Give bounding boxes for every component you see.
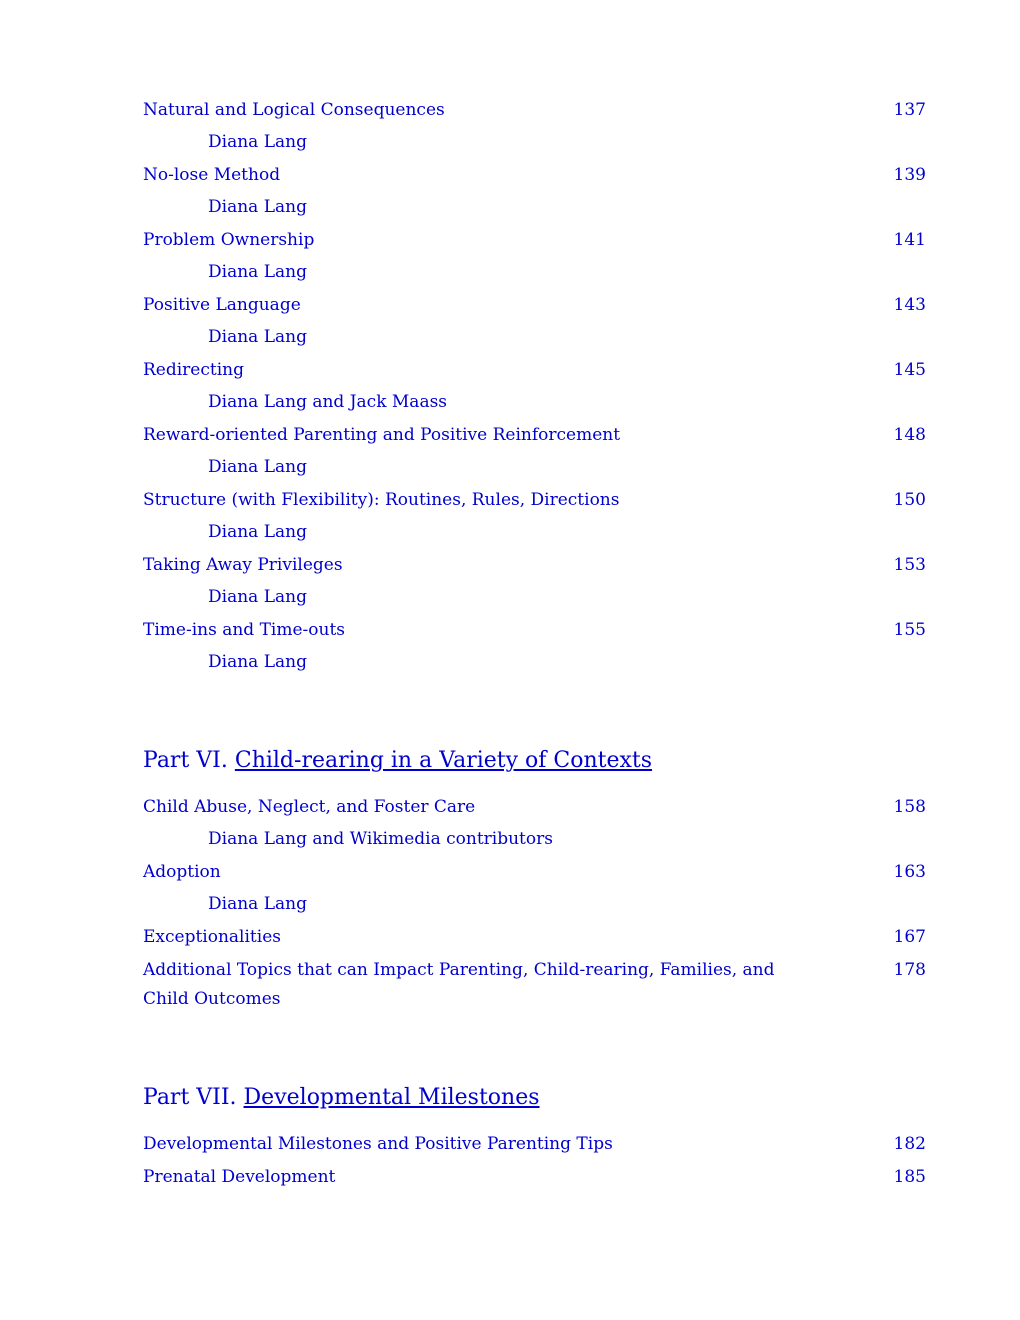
- toc-entry-group: [143, 923, 926, 952]
- toc-entry-title[interactable]: Problem Ownership: [143, 230, 315, 250]
- part-heading: [143, 1082, 926, 1114]
- toc-entry[interactable]: [143, 858, 926, 887]
- toc-entry-page: 148: [893, 425, 926, 445]
- toc-entry-page: 158: [893, 797, 926, 817]
- toc-entry-title[interactable]: Child Abuse, Neglect, and Foster Care: [143, 797, 476, 817]
- toc-entry-page: 139: [893, 165, 926, 185]
- toc-entry-author: Diana Lang: [208, 457, 307, 477]
- part-title-link[interactable]: Developmental Milestones: [243, 1085, 540, 1110]
- part-vi-section: [143, 745, 926, 1014]
- toc-entry[interactable]: [143, 356, 926, 385]
- toc-entry-author: Diana Lang: [208, 894, 307, 914]
- toc-entry-group: [143, 551, 926, 612]
- toc-entry-title[interactable]: Natural and Logical Consequences: [143, 100, 445, 120]
- toc-entry-group: [143, 356, 926, 417]
- toc-entry-page: 185: [893, 1167, 926, 1187]
- toc-entry-author: Diana Lang: [208, 652, 307, 672]
- toc-entry-group: [143, 956, 926, 1014]
- toc-entry-title[interactable]: Structure (with Flexibility): Routines, Rules, Directions: [143, 490, 620, 510]
- toc-entry-title[interactable]: Prenatal Development: [143, 1167, 336, 1187]
- toc-entry-page: 150: [893, 490, 926, 510]
- table-of-contents: [143, 92, 926, 1192]
- toc-entry[interactable]: [143, 923, 926, 952]
- toc-entry[interactable]: [143, 96, 926, 125]
- toc-entry-title[interactable]: Exceptionalities: [143, 927, 281, 947]
- toc-entry[interactable]: [143, 486, 926, 515]
- toc-entry-group: [143, 793, 926, 854]
- toc-entry-group: [143, 96, 926, 157]
- toc-entry[interactable]: [143, 1130, 926, 1159]
- toc-entry[interactable]: [143, 793, 926, 822]
- toc-entry-group: [143, 161, 926, 222]
- toc-entry-title[interactable]: Additional Topics that can Impact Parenting, Child-rearing, Families, and Child Outcomes: [143, 960, 775, 1009]
- toc-entry[interactable]: [143, 226, 926, 255]
- toc-entry-author: Diana Lang: [208, 327, 307, 347]
- toc-entry-page: 167: [893, 927, 926, 947]
- toc-section-top: [143, 96, 926, 677]
- toc-entry-title[interactable]: Time-ins and Time-outs: [143, 620, 346, 640]
- toc-entry-group: [143, 616, 926, 677]
- toc-entry-author: Diana Lang: [208, 587, 307, 607]
- toc-entry-page: 141: [893, 230, 926, 250]
- part-label: Part VII.: [143, 1085, 237, 1110]
- part-vii-section: [143, 1082, 926, 1192]
- toc-entry-title[interactable]: No-lose Method: [143, 165, 281, 185]
- part-entries: [143, 1130, 926, 1192]
- toc-entry-group: [143, 486, 926, 547]
- toc-entry-title[interactable]: Positive Language: [143, 295, 301, 315]
- toc-entry-author: Diana Lang: [208, 522, 307, 542]
- part-entries: [143, 793, 926, 1014]
- toc-entry-author: Diana Lang and Wikimedia contributors: [208, 829, 553, 849]
- part-heading: [143, 745, 926, 777]
- toc-entry[interactable]: [143, 291, 926, 320]
- toc-entry-group: [143, 1163, 926, 1192]
- toc-entry[interactable]: [143, 1163, 926, 1192]
- toc-entry[interactable]: [143, 421, 926, 450]
- toc-entry-title[interactable]: Adoption: [143, 862, 221, 882]
- toc-entry-title[interactable]: Taking Away Privileges: [143, 555, 343, 575]
- toc-entry-page: 178: [893, 960, 926, 980]
- toc-entry-page: 145: [893, 360, 926, 380]
- toc-entry-page: 143: [893, 295, 926, 315]
- toc-entry-group: [143, 226, 926, 287]
- toc-entry-page: 137: [893, 100, 926, 120]
- toc-entry-group: [143, 1130, 926, 1159]
- toc-entry-page: 163: [893, 862, 926, 882]
- toc-entry[interactable]: [143, 956, 926, 1014]
- toc-entry-author: Diana Lang and Jack Maass: [208, 392, 448, 412]
- toc-entry[interactable]: [143, 551, 926, 580]
- toc-entry-author: Diana Lang: [208, 197, 307, 217]
- toc-entry-title[interactable]: Reward-oriented Parenting and Positive Reinforcement: [143, 425, 621, 445]
- toc-entry-title[interactable]: Redirecting: [143, 360, 244, 380]
- toc-entry-title[interactable]: Developmental Milestones and Positive Parenting Tips: [143, 1134, 613, 1154]
- part-label: Part VI.: [143, 748, 228, 773]
- toc-entry-author: Diana Lang: [208, 132, 307, 152]
- toc-entry[interactable]: [143, 161, 926, 190]
- toc-entry-group: [143, 858, 926, 919]
- part-title-link[interactable]: Child-rearing in a Variety of Contexts: [234, 748, 653, 773]
- toc-entry-author: Diana Lang: [208, 262, 307, 282]
- toc-entry-page: 153: [893, 555, 926, 575]
- toc-entry-page: 182: [893, 1134, 926, 1154]
- toc-entry[interactable]: [143, 616, 926, 645]
- toc-entry-group: [143, 291, 926, 352]
- toc-entry-page: 155: [893, 620, 926, 640]
- toc-entry-group: [143, 421, 926, 482]
